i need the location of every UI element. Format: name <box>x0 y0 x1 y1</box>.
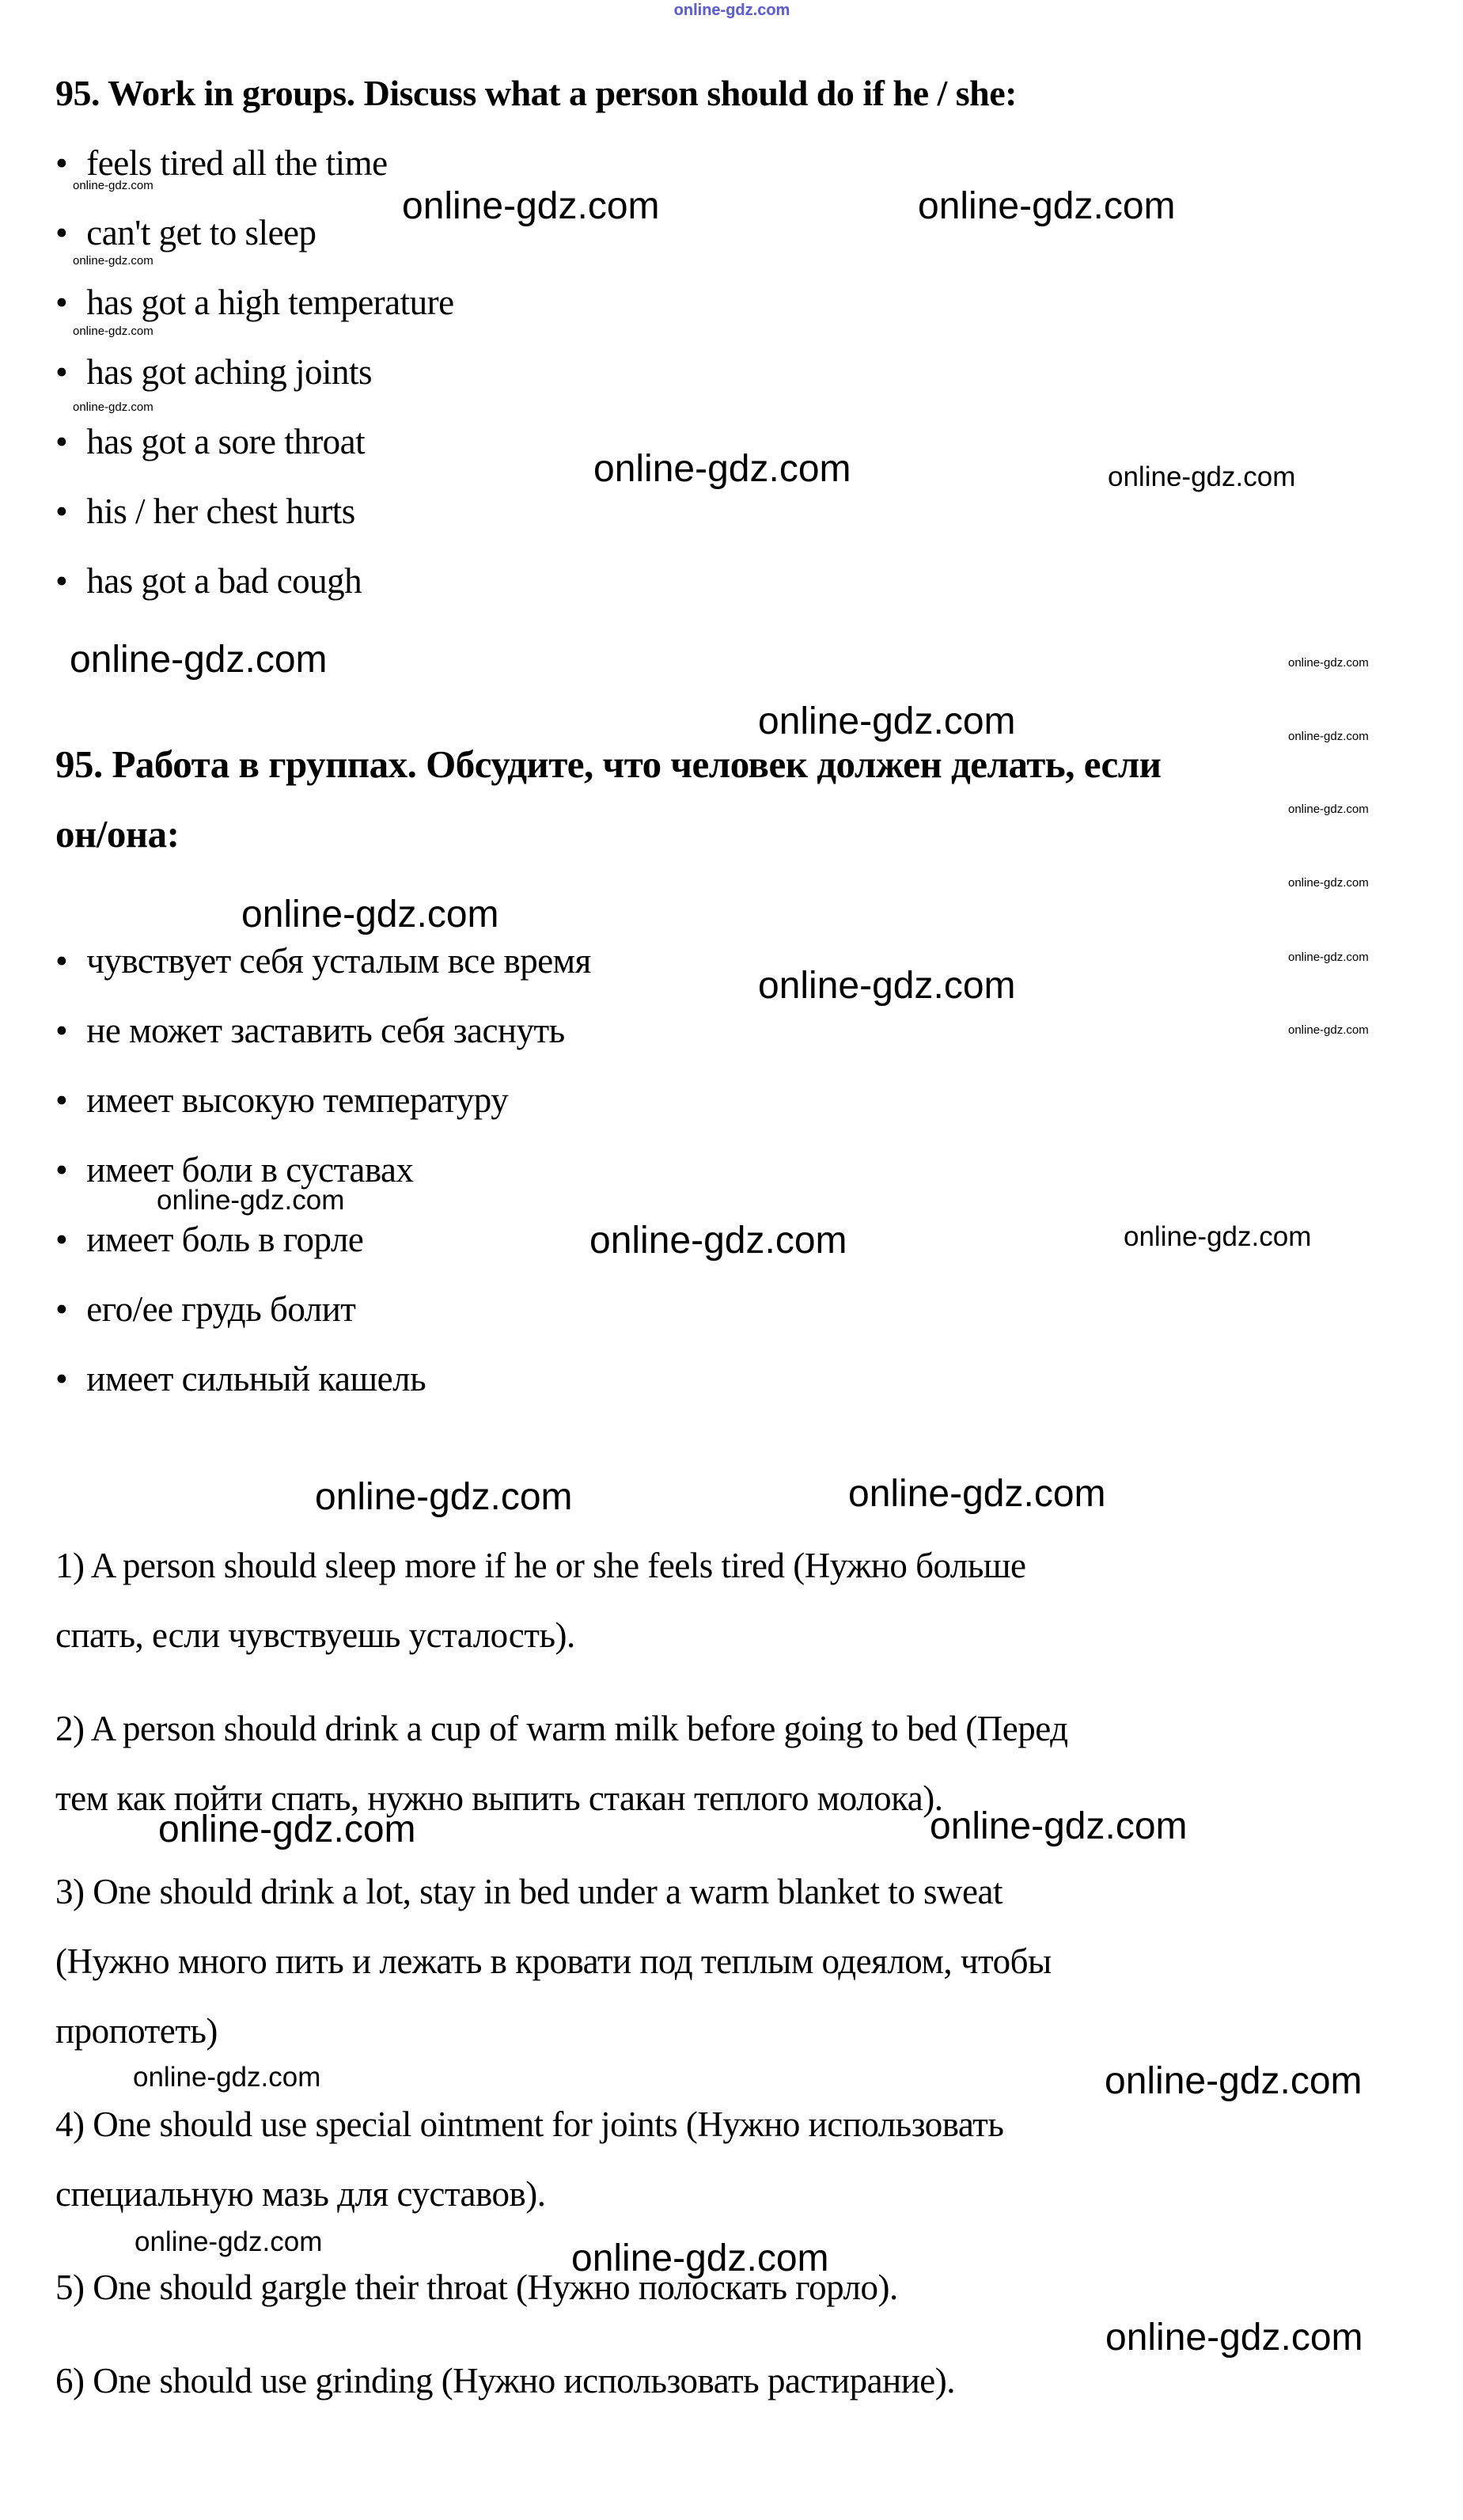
answer-3 <box>55 1857 1416 2066</box>
watermark: online-gdz.com <box>593 448 851 490</box>
watermark: online-gdz.com <box>1108 461 1296 492</box>
list-item <box>55 1135 1416 1205</box>
answer-line: 3) One should drink a lot, stay in bed under a warm blanket to sweat <box>55 1872 1002 1911</box>
watermark: online-gdz.com <box>402 185 660 227</box>
list-item-text: feels tired all the time <box>86 143 388 183</box>
answer-line: 6) One should use grinding (Нужно использовать растирание). <box>55 2361 955 2400</box>
task-heading-en: 95. Work in groups. Discuss what a person should do if he / she: <box>55 73 1017 113</box>
list-item <box>55 1274 1416 1344</box>
answer-line: 1) A person should sleep more if he or she feels tired (Нужно больше <box>55 1546 1026 1585</box>
symptom-list-ru <box>55 926 1416 1414</box>
watermark: online-gdz.com <box>73 400 154 414</box>
list-item-text: имеет сильный кашель <box>86 1359 426 1399</box>
answer-4 <box>55 2089 1416 2229</box>
watermark: online-gdz.com <box>1288 656 1369 670</box>
watermark: online-gdz.com <box>758 700 1016 742</box>
list-item-text: чувствует себя усталым все время <box>86 941 591 981</box>
answer-line: (Нужно много пить и лежать в кровати под теплым одеялом, чтобы <box>55 1941 1052 1981</box>
task-heading-ru <box>55 730 1416 869</box>
watermark: online-gdz.com <box>589 1220 847 1262</box>
list-item <box>55 1205 1416 1274</box>
list-item <box>55 198 1416 268</box>
list-item <box>55 407 1416 476</box>
watermark: online-gdz.com <box>1288 803 1369 816</box>
watermark: online-gdz.com <box>73 324 154 338</box>
list-item <box>55 546 1416 616</box>
list-item <box>55 926 1416 996</box>
answer-line: тем как пойти спать, нужно выпить стакан теплого молока). <box>55 1778 943 1818</box>
list-item-text: его/ее грудь болит <box>86 1289 356 1329</box>
watermark: online-gdz.com <box>758 965 1016 1007</box>
list-item <box>55 476 1416 546</box>
watermark: online-gdz.com <box>70 639 328 681</box>
list-item-text: имеет высокую температуру <box>86 1080 509 1120</box>
list-item-text: has got a sore throat <box>86 422 366 461</box>
answers-section <box>55 1531 1416 2416</box>
list-item-text: имеет боль в горле <box>86 1220 364 1259</box>
watermark: online-gdz.com <box>918 185 1176 227</box>
list-item <box>55 1065 1416 1135</box>
list-item-text: can't get to sleep <box>86 213 316 252</box>
answer-line: 4) One should use special ointment for joints (Нужно использовать <box>55 2104 1004 2144</box>
list-item <box>55 128 1416 198</box>
watermark: online-gdz.com <box>133 2062 321 2093</box>
watermark: online-gdz.com <box>158 1808 416 1850</box>
list-item <box>55 1344 1416 1414</box>
answer-line: 2) A person should drink a cup of warm milk before going to bed (Перед <box>55 1709 1068 1748</box>
watermark: online-gdz.com <box>73 254 154 268</box>
answer-2 <box>55 1694 1416 1833</box>
watermark: online-gdz.com <box>1105 2317 1363 2359</box>
list-item-text: has got aching joints <box>86 352 372 392</box>
watermark: online-gdz.com <box>930 1805 1188 1847</box>
watermark: online-gdz.com <box>135 2226 323 2257</box>
answer-5 <box>55 2252 1416 2322</box>
watermark-top: online-gdz.com <box>673 2 790 19</box>
watermark: online-gdz.com <box>157 1185 345 1216</box>
list-item <box>55 996 1416 1065</box>
watermark: online-gdz.com <box>315 1476 573 1518</box>
watermark: online-gdz.com <box>571 2237 829 2279</box>
answer-6 <box>55 2346 1416 2416</box>
watermark: online-gdz.com <box>1288 876 1369 890</box>
watermark: online-gdz.com <box>73 179 154 192</box>
list-item <box>55 268 1416 337</box>
answer-1 <box>55 1531 1416 1670</box>
watermark: online-gdz.com <box>241 894 499 936</box>
list-item-text: не может заставить себя заснуть <box>86 1011 565 1050</box>
watermark: online-gdz.com <box>1105 2060 1363 2102</box>
list-item-text: имеет боли в суставах <box>86 1150 414 1190</box>
list-item-text: has got a bad cough <box>86 561 362 601</box>
answer-line: пропотеть) <box>55 2011 218 2051</box>
symptom-list-en <box>55 128 1416 616</box>
answer-line: 5) One should gargle their throat (Нужно полоскать горло). <box>55 2268 898 2307</box>
watermark: online-gdz.com <box>1288 951 1369 964</box>
watermark: online-gdz.com <box>1124 1221 1312 1252</box>
list-item-text: his / her chest hurts <box>86 491 355 531</box>
answer-line: специальную мазь для суставов). <box>55 2174 546 2214</box>
list-item-text: has got a high temperature <box>86 283 454 322</box>
heading-line: 95. Работа в группах. Обсудите, что человек должен делать, если <box>55 742 1162 786</box>
answer-line: спать, если чувствуешь усталость). <box>55 1615 575 1655</box>
watermark: online-gdz.com <box>1288 1023 1369 1037</box>
watermark: online-gdz.com <box>1288 730 1369 743</box>
watermark: online-gdz.com <box>848 1473 1106 1515</box>
heading-line: он/она: <box>55 812 180 856</box>
list-item <box>55 337 1416 407</box>
